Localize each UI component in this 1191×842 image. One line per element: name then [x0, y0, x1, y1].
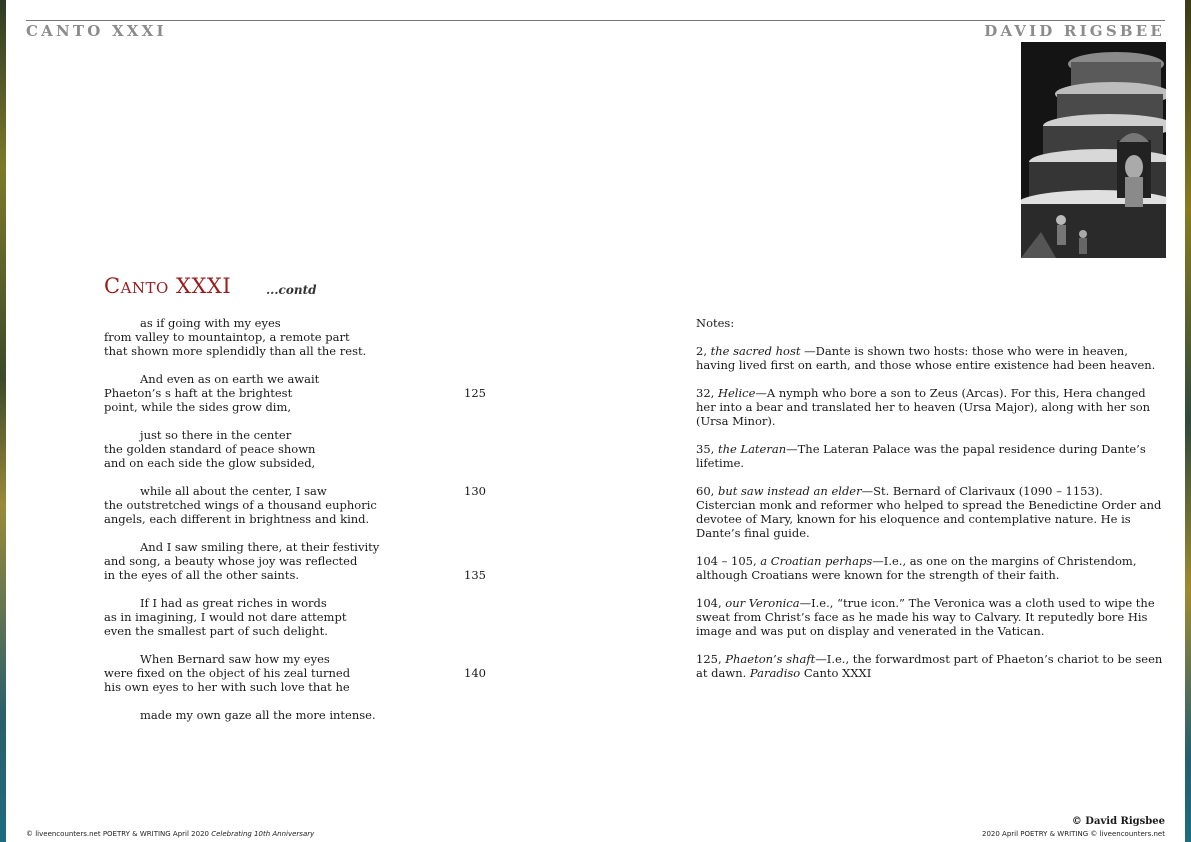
poem-line: [104, 372, 504, 386]
footer-left-text: © liveencounters.net POETRY & WRITING April 2020: [26, 830, 212, 838]
note-lead: 2,: [696, 344, 711, 358]
note-term: the sacred host: [710, 344, 801, 358]
note-term: the Lateran: [717, 442, 787, 456]
poem-line: [104, 400, 504, 414]
poem-line: [104, 540, 504, 554]
note-text: —Dante is shown two hosts: those who were in heaven, having lived first on earth, and those whose entire existence had been heaven.: [696, 344, 1156, 372]
poem-line: [104, 428, 504, 442]
decorative-right-border: [1185, 0, 1191, 842]
poem-line: [104, 330, 504, 344]
note-lead: 32,: [696, 386, 718, 400]
note-item: [696, 484, 1166, 540]
poem-line-text: that shown more splendidly than all the rest.: [104, 344, 367, 358]
stanza-gap: [104, 470, 504, 484]
line-number: 125: [464, 386, 486, 400]
note-text: —I.e., “true icon.” The Veronica was a cloth used to wipe the sweat from Christ’s face as he made his way to Calvary. It reputedly bore His image and was put on display and venerated in the Vatican.: [696, 596, 1155, 638]
running-head-author: DAVID RIGSBEE: [984, 22, 1165, 40]
note-tail: Canto XXXI: [800, 666, 872, 680]
poem-line-text: If I had as great riches in words: [140, 596, 327, 610]
poem-line: [104, 484, 504, 498]
footer-left: [26, 830, 314, 838]
poem-line-text: in the eyes of all the other saints.: [104, 568, 300, 582]
poem-line: [104, 666, 504, 680]
poem-line-text: from valley to mountaintop, a remote part: [104, 330, 350, 344]
note-term: our Veronica: [725, 596, 800, 610]
continued-label: ...contd: [266, 283, 317, 297]
note-text: —St. Bernard of Clarivaux (1090 – 1153). Cistercian monk and reformer who helped to spread the Benedictine Order and devotee of Mary, known for his eloquence and contemplative nature. He is Dante’s final guide.: [696, 484, 1162, 540]
poem-line: [104, 316, 504, 330]
poem-line-text: And I saw smiling there, at their festivity: [140, 540, 380, 554]
poem-line: [104, 708, 504, 722]
stanza-gap: [104, 526, 504, 540]
note-item: [696, 386, 1166, 428]
poem-line: [104, 624, 504, 638]
poem-line-text: And even as on earth we await: [140, 372, 320, 386]
stanza-gap: [104, 694, 504, 708]
stanza-gap: [104, 414, 504, 428]
running-head-canto: CANTO XXXI: [26, 22, 167, 40]
poem-line: [104, 442, 504, 456]
note-lead: 104,: [696, 596, 726, 610]
line-number: 130: [464, 484, 486, 498]
poem-line-text: Phaeton’s s haft at the brightest: [104, 386, 293, 400]
poem-line: [104, 498, 504, 512]
line-number: 140: [464, 666, 486, 680]
poem-line: [104, 386, 504, 400]
decorative-left-border: [0, 0, 6, 842]
dante-illustration: [1021, 42, 1166, 258]
poem-line-text: the outstretched wings of a thousand euphoric: [104, 498, 377, 512]
poem-text: [104, 316, 504, 722]
notes-label: Notes:: [696, 316, 735, 330]
note-tail-term: Paradiso: [749, 666, 801, 680]
poem-line: [104, 568, 504, 582]
poem-line: [104, 680, 504, 694]
note-lead: 60,: [696, 484, 718, 498]
notes-list: [696, 344, 1166, 680]
note-text: —I.e., as one on the margins of Christendom, although Croatians were known for the strength of their faith.: [696, 554, 1137, 582]
note-term: but saw instead an elder: [717, 484, 862, 498]
note-lead: 125,: [696, 652, 726, 666]
note-term: Helice: [717, 386, 756, 400]
note-item: [696, 596, 1166, 638]
poem-line-text: as in imagining, I would not dare attempt: [104, 610, 347, 624]
note-item: [696, 652, 1166, 680]
note-term: a Croatian perhaps: [760, 554, 873, 568]
poem-line-text: and on each side the glow subsided,: [104, 456, 316, 470]
poem-line: [104, 596, 504, 610]
note-item: [696, 442, 1166, 470]
stanza-gap: [104, 582, 504, 596]
poem-line-text: as if going with my eyes: [140, 316, 281, 330]
note-item: [696, 554, 1166, 582]
poem-line-text: When Bernard saw how my eyes: [140, 652, 330, 666]
poem-line-text: while all about the center, I saw: [140, 484, 327, 498]
poem-line: [104, 344, 504, 358]
footer-copyright: © David Rigsbee: [1071, 816, 1165, 827]
header-rule: [26, 20, 1165, 21]
poem-line: [104, 456, 504, 470]
note-term: Phaeton’s shaft: [725, 652, 816, 666]
poem-line-text: and song, a beauty whose joy was reflected: [104, 554, 358, 568]
poem-line: [104, 652, 504, 666]
note-lead: 35,: [696, 442, 718, 456]
poem-line-text: just so there in the center: [140, 428, 292, 442]
note-text: —The Lateran Palace was the papal residence during Dante’s lifetime.: [696, 442, 1146, 470]
note-item: [696, 344, 1166, 372]
stanza-gap: [104, 358, 504, 372]
note-lead: 104 – 105,: [696, 554, 761, 568]
poem-line: [104, 610, 504, 624]
poem-line-text: even the smallest part of such delight.: [104, 624, 328, 638]
stanza-gap: [104, 638, 504, 652]
poem-line-text: angels, each different in brightness and kind.: [104, 512, 370, 526]
footer-right: 2020 April POETRY & WRITING © liveencounters.net: [982, 830, 1165, 838]
poem-line-text: his own eyes to her with such love that he: [104, 680, 350, 694]
poem-line-text: point, while the sides grow dim,: [104, 400, 292, 414]
note-text: —A nymph who bore a son to Zeus (Arcas). For this, Hera changed her into a bear and translated her to heaven (Ursa Major), along with her son (Ursa Minor).: [696, 386, 1151, 428]
poem-line: [104, 512, 504, 526]
notes-section: [696, 316, 1166, 694]
illustration-artwork: [1021, 42, 1166, 258]
note-text: —I.e., the forwardmost part of Phaeton’s chariot to be seen at dawn.: [696, 652, 1163, 680]
poem-line-text: made my own gaze all the more intense.: [140, 708, 376, 722]
line-number: 135: [464, 568, 486, 582]
poem-line-text: the golden standard of peace shown: [104, 442, 316, 456]
footer-left-italic: Celebrating 10th Anniversary: [211, 830, 315, 838]
poem-line: [104, 554, 504, 568]
poem-line-text: were fixed on the object of his zeal turned: [104, 666, 351, 680]
canto-title: Canto XXXI: [104, 274, 232, 298]
